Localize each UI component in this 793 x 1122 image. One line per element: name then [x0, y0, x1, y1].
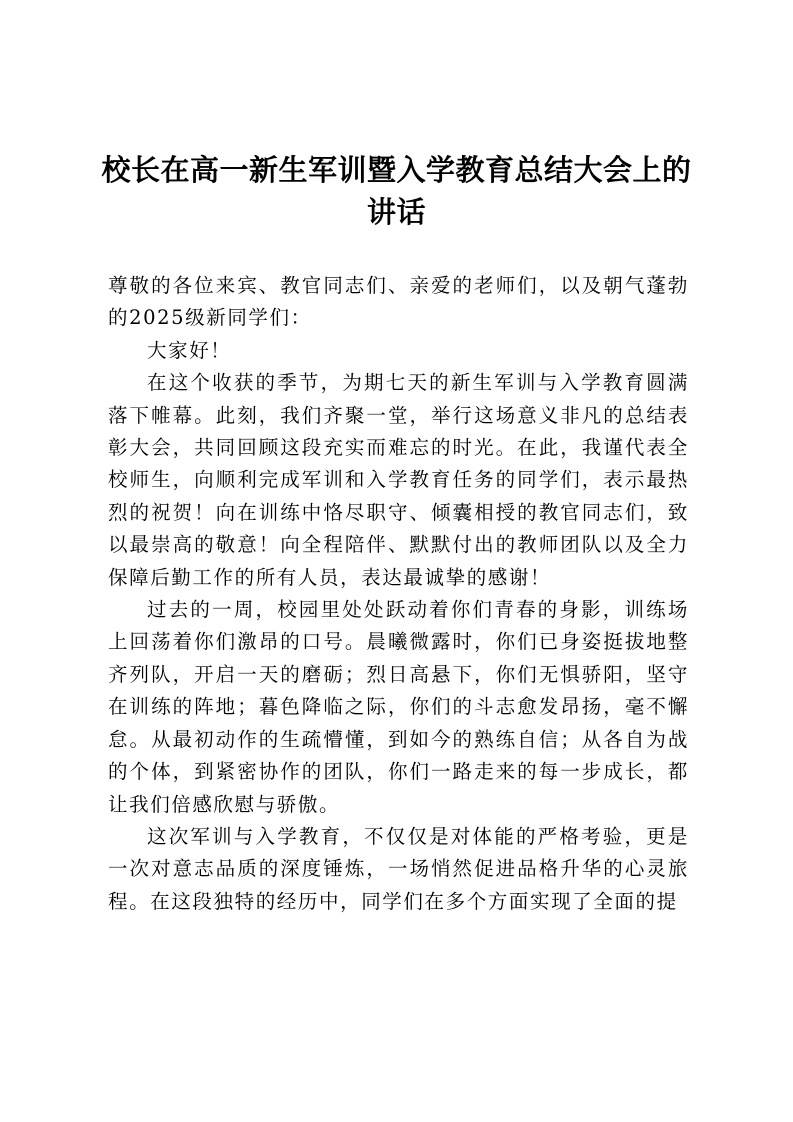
- paragraph: 过去的一周，校园里处处跃动着你们青春的身影，训练场上回荡着你们激昂的口号。晨曦微露时，你们已身姿挺拔地整齐列队，开启一天的磨砺；烈日高悬下，你们无惧骄阳，坚守在训练的阵地；暮色降临之际，你们的斗志愈发昂扬，毫不懈怠。从最初动作的生疏懵懂，到如今的熟练自信；从各自为战的个体，到紧密协作的团队，你们一路走来的每一步成长，都让我们倍感欣慰与骄傲。: [108, 598, 689, 816]
- salutation: 尊敬的各位来宾、教官同志们、亲爱的老师们，以及朝气蓬勃的2025级新同学们：: [108, 274, 689, 330]
- document-title: 校长在高一新生军训暨入学教育总结大会上的讲话: [101, 153, 692, 229]
- paragraph: 在这个收获的季节，为期七天的新生军训与入学教育圆满落下帷幕。此刻，我们齐聚一堂，举行这场意义非凡的总结表彰大会，共同回顾这段充实而难忘的时光。在此，我谨代表全校师生，向顺利完成军训和入学教育任务的同学们，表示最热烈的祝贺！向在训练中恪尽职守、倾囊相授的教官同志们，致以最崇高的敬意！向全程陪伴、默默付出的教师团队以及全力保障后勤工作的所有人员，表达最诚挚的感谢！: [108, 371, 689, 589]
- document-body: [108, 270, 689, 918]
- greeting: 大家好！: [147, 338, 232, 362]
- paragraph: 这次军训与入学教育，不仅仅是对体能的严格考验，更是一次对意志品质的深度锤炼，一场悄然促进品格升华的心灵旅程。在这段独特的经历中，同学们在多个方面实现了全面的提: [108, 824, 689, 913]
